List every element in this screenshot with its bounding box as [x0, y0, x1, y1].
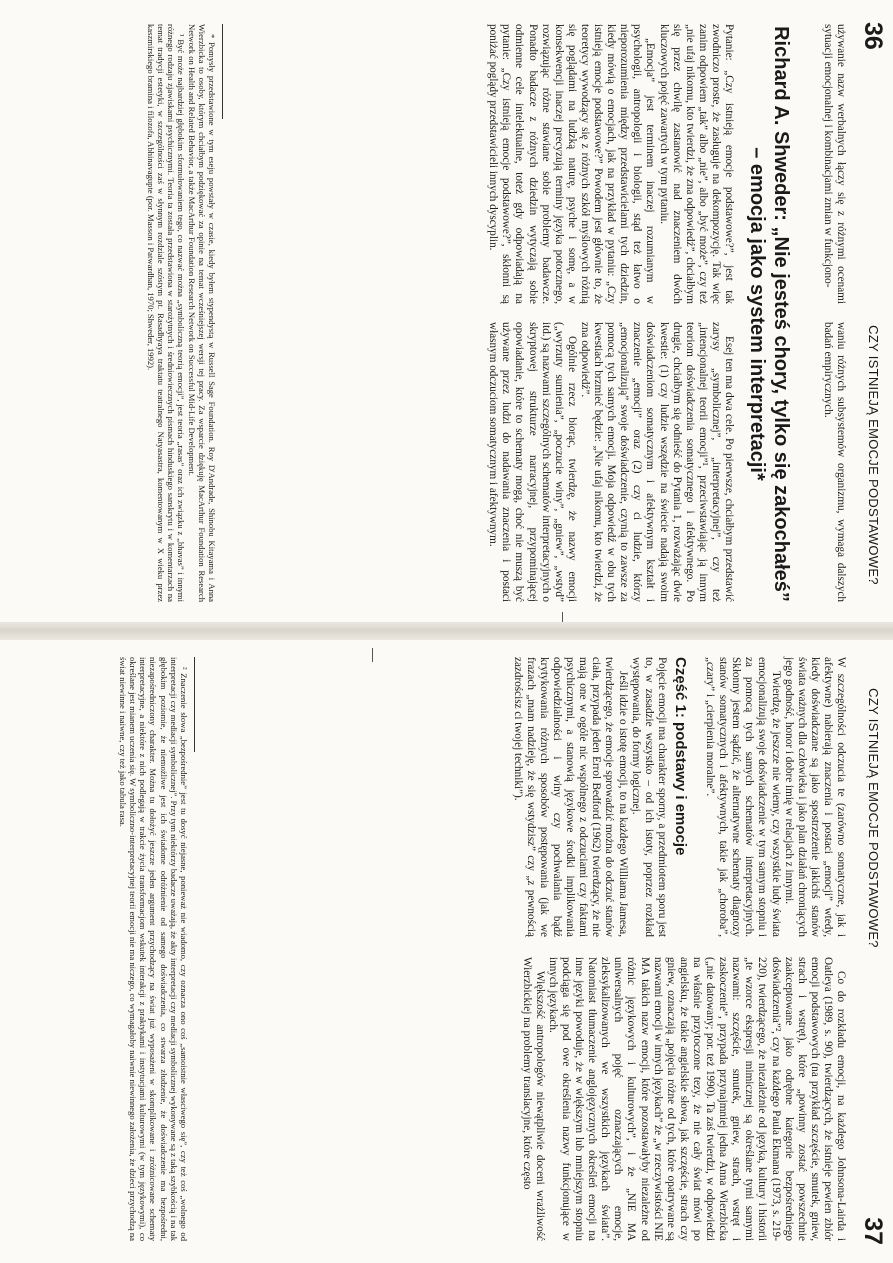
- paragraph: używanie nazw werbalnych łączy się z różnymi ocenami sytuacji emocjonalnej i kombinacjami zmian w funkcjono-: [821, 24, 847, 304]
- column-left: [486, 24, 735, 304]
- column-left: [511, 657, 847, 937]
- page-number: 37: [859, 1217, 887, 1245]
- page-number: 36: [859, 22, 887, 50]
- pencil-mark: [562, 612, 563, 622]
- paragraph: Ogólnie rzecz biorąc, twierdzę, że nazwy emocji („wyrzuty sumienia”, „poczucie winy”, „gniew”, „wstyd” itd.) są nazwami szczególnych schematów interpretacyjnych o skryptowej strukturze narracyjnej, przypominającej opowiadanie, które to schematy mogą, choć nie muszą być używane przez ludzi do nadawania znaczenia i postaci własnym odczuciom somatycznym i afektywnym.: [487, 322, 578, 602]
- running-head: CZY ISTNIEJĄ EMOCJE PODSTAWOWE?: [866, 688, 881, 948]
- article-title: Richard A. Shweder: „Nie jesteś chory, tylko się zakochałeś” – emocja jako system interpretacji*: [746, 26, 792, 602]
- footnote: ² Znaczenie słowa „bezpośrednie” jest tu dosyć niejasne, ponieważ nie wiadomo, czy oznacza ono coś „samoistnie własciwego się”, czy też coś „wolnego od interpretacji czy mediacji symbolicznej”. Przy tym niektórzy badacze uważają, że akty interpretacji czy mediacji symbolicznej wykonywane są z taką szybkością i na tak głębokim poziomie, że niemożliwe jest ich świadome odróżnienie od samego doświadczenia, co stwarza złudzenie, że doświadczenie ma bezpośredni, niezapośredniczony charakter. Można tu dołożyć jeszcze jeden argument przychodzący na świat już wyposażeni w skomplikowane i zróżnicowane schematy interpretacyjne, a niektóre z nich podlegają w trakcie życia transformacjom wskutek interakcji z praktykami i instytucjami kulturowymi (w tym językowymi), co określane jest mianem uczenia się. W symboliczno-interpretacyjnej teorii emocji nie ma niczego, co wymagałoby naiwnie niewinnego założenia, że dzieci przychodzą na świat niewinne i naiwne, czy też jako tabula rasa.: [117, 657, 189, 1241]
- right-page: [0, 643, 893, 1263]
- paragraph: Pojęcie emocji ma charakter sporny, a przedmiotem sporu jest to, w zasadzie wszystko – od ich istoty, poprzez rozkład występowania, do formy logicznej.: [629, 657, 668, 937]
- paragraph: „Emocja” jest terminem inaczej rozumianym w psychologii, antropologii i biologii, stąd też łatwo o nieporozumienia między przedstawicielami tych dziedzin, kiedy mówią o emocjach, jak na przykład w pytaniu: „Czy istnieją emocje podstawowe?” Powodem jest głównie to, że teoretycy wywodzący się z różnych szkół myślowych różnią się poglądami na ludzką naturę, psyche i somę, a w konsekwencji inaczej precyzują terminy języka potocznego, rozwiązując różne stawiane sobie problemy badawcze. Ponadto badacze z różnych dziedzin wytyczają sobie odmienne cele intelektualne, toteż gdy odpowiadają na pytanie: „Czy istnieją emocje podstawowe?”, skłonni są poniżać poglądy przedstawicieli innych dyscyplin.: [487, 24, 657, 304]
- gutter: [0, 622, 893, 640]
- continued-text-col1: [821, 24, 847, 304]
- paragraph: waniu różnych subsystemów organizmu, wymaga dalszych badań empirycznych.: [821, 322, 847, 602]
- pencil-mark: [372, 648, 373, 662]
- paragraph: Co do rozkładu emocji, na każdego Johnsona-Lairda i Oatleya (1989, s. 90), twierdzących, że istnieje pewien zbiór emocji podstawowych (na przykład szczęście, smutek, gniew, strach i wstręt), które „powinny zostać powszechnie zaakceptowane jako odrębne kategorie bezpośredniego doświadczenia”², czy na każdego Paula Ekmana (1973, s. 219-220), twierdzącego, że niezależnie od języka, kultury i historii „te wzorce ekspresji mimicznej są określane tymi samymi nazwami: szczęście, smutek, gniew, strach, wstręt i zaskoczenie”, przypada przynajmniej jedna Anna Wierzbicka („nie datowany; por. też 1990). Ta zaś twierdzi, w odpowiedzi na właśnie przytoczone tezy, że nie cały świat mówi po angielsku, że takie angielskie słowa, jak szczęście, strach czy gniew, oznaczają „pojęcia różne od tych, które opatrywane są nazwami emocji w innych językach” że „w rzeczywistości NIE MA takich nazw emocji, które pozostawałyby niezależne od różnic językowych i kulturowych”, i że „NIE MA uniwersalnych pojęć oznaczających emocje, zleksykalizowanych we wszystkich językach świata”. Natomiast tłumaczenie anglojęzycznych określeń emocji na inne języki powoduje, że w większym lub mniejszym stopniu podciąga się pod owe określenia nazwy funkcjonujące w innych językach.: [546, 957, 847, 1241]
- paragraph: Jeśli idzie o istotę emocji, to na każdego Williama Jamesa, twierdzącego, że emocje sprowadzić można do odczuć stanów ciała, przypada jeden Errol Bedford (1962) twierdzący, że nie mają one w ogóle nic wspólnego z odczuciami czy faktami psychicznymi, a stanowią językowe środki implikowania odpowiedzialności i winy czy pochwalania bądź krytykowania różnych sposobów postępowania (jak we frazach „mam nadzieję, że się wstydzisz” czy „z pewnością zazdrościsz ci twojej techniki”).: [511, 657, 629, 937]
- section-title: Część 1: podstawy i emocje: [671, 657, 689, 856]
- paragraph: Większość antropologów niewątpliwie doceni wrażliwość Wierzbickiej na problemy translacyjne, które często: [520, 957, 546, 1241]
- paragraph: Esej ten ma dwa cele. Po pierwsze, chciałbym przedstawić zarysy „symbolicznej”, „interpretacyjnej”, czy też „intencjonalnej teorii emocji”¹, przeciwstawiając ją innym teoriom doświadczenia somatycznego i afektywnego. Po drugie, chciałbym się odnieść do Pytania 1, rozważając dwie kwestie: (1) czy ludzie wszędzie na świecie nadają swoim doświadczeniom somatycznym i afektywnym kształt i znaczenie „emocji” oraz (2) czy ci ludzie, którzy „emocjonalizują” swoje doświadczenie, czynią to zawsze za pomocą tych samych emocji. Moja odpowiedź w obu tych kwestiach brzmieć będzie: „Nie ufaj nikomu, kto twierdzi, że zna odpowiedź”.: [578, 322, 735, 602]
- column-right: [520, 957, 847, 1241]
- running-head: CZY ISTNIEJĄ EMOCJE PODSTAWOWE?: [866, 325, 881, 585]
- footnote-rule: [222, 24, 223, 119]
- paragraph: Twierdzę, że jeszcze nie wiemy, czy wszystkie ludy świata emocjonalizują swoje doświadczenie w tym samym stopniu i za pomocą tych samych schematów interpretacyjnych. Skłonny jestem sądzić, że alternatywne schematy diagnozy stanów somatycznych i afektywnych, takie jak „choroba”, „czary” i „cierpienia moralne”.: [704, 657, 782, 937]
- paragraph: W szczególności odczucia te (zarówno somatyczne, jak i afektywne) nabierają znaczenia i postaci „emocji” wtedy, kiedy doświadczane są jako spostrzeżenie jakichś stanów świata ważnych dla człowieka i jako plan działań chroniących jego godność, honor i dobre imię w relacjach z innymi.: [782, 657, 847, 937]
- footnote-rule: [194, 657, 195, 752]
- footnote: * Pomysły przedstawione w tym eseju powstały w czasie, kiedy byłem stypendystą w Russell Sage Foundation. Roy D'Andrade, Shinobu Kitayama i Anna Wierzbicka to osoby, którym chciałbym podziękować za opinie na temat wcześniejszej wersji tej pracy. Za wsparcie dziękuję MacArthur Foundation Research Network on Health and Related Behavior, a także MacArthur Foundation Research Network on Successful Mid-Life Development.: [186, 24, 217, 602]
- paragraph: Pytanie: „Czy istnieją emocje podstawowe?”, jest tak zwodniczo proste, że zasługuje na dekompozycję. Tak więc zanim odpowiem „tak” albo „nie”, albo „być może”, czy też „nie ufaj nikomu, kto twierdzi, że zna odpowiedź”, chciałbym się przez chwilę zastanowić nad znaczeniem dwóch kluczowych pojęć zawartych w tym pytaniu.: [657, 24, 735, 304]
- continued-text-col2: [821, 322, 847, 602]
- column-right: [486, 322, 735, 602]
- left-page: [0, 0, 893, 620]
- footnotes: [118, 657, 189, 1241]
- footnotes: [146, 24, 217, 602]
- footnote: ¹ Być może najbardziej głębokim sformułowaniem tego, co nazwać można „symboliczną teorią emocji”, jest teoria „rasas” oraz ich związku z „bhavas” i innymi różnego rodzaju zjawiskami psychicznymi. Teoria ta została przedstawiona w starożytnych i średniowiecznych pismach hinduskiego sanskrytu i w komentarzach na temat tradycji estetyki, w szczególności zaś w słynnym rozdziale szóstym pt. Rasadhyaya traktatu teatralnego Natyasastra, komentowanym w X wieku przez kaszmirskiego bramina i filozofa, Abhinavagupte (por. Masson i Patwardhan, 1970; Shweder, 1992).: [145, 24, 187, 602]
